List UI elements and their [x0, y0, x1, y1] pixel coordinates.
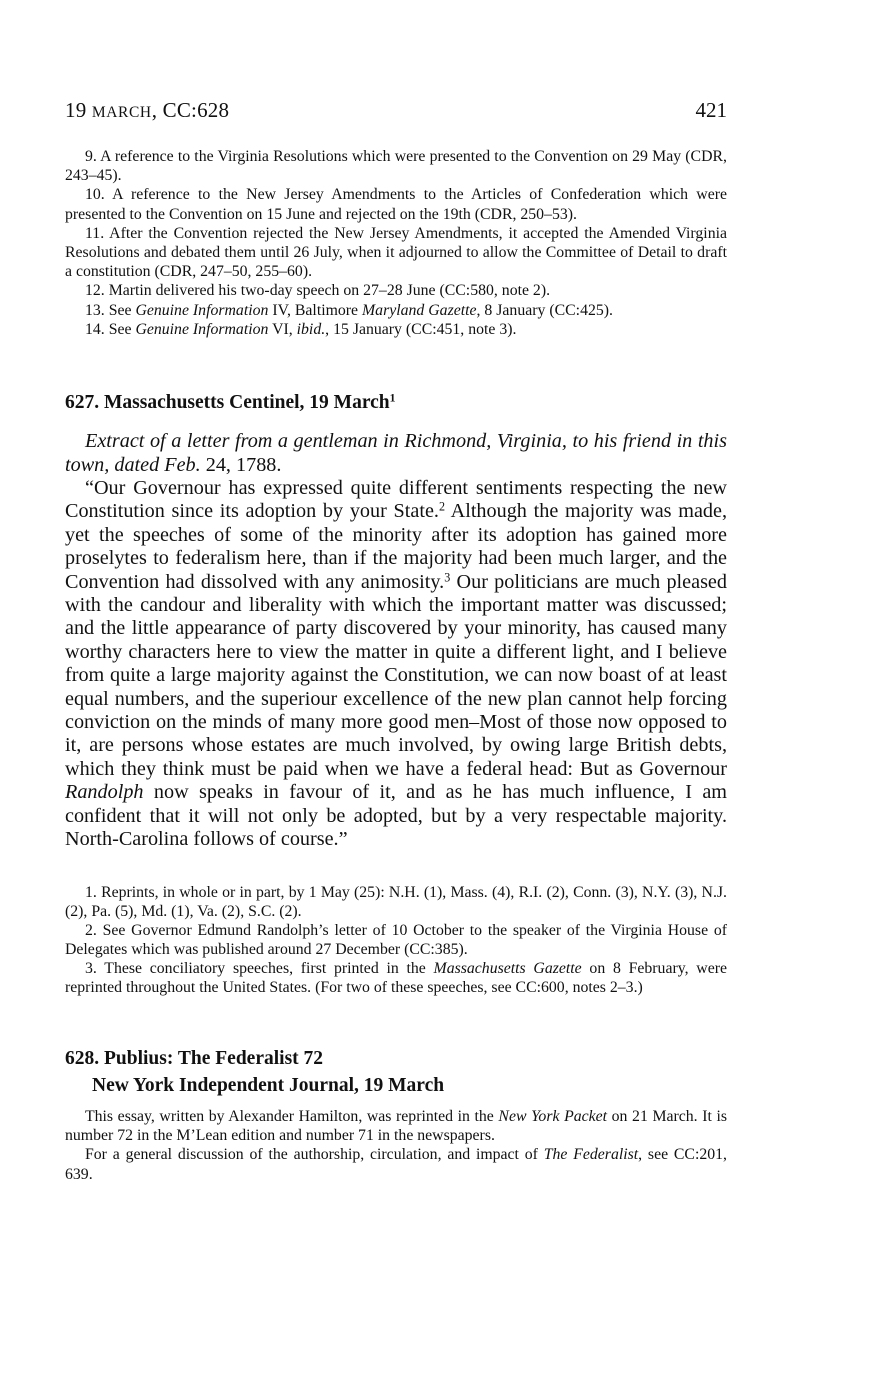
footnote: 10. A reference to the New Jersey Amendments to the Articles of Confederation which were presented to the Convention on 15 June and rejected on the 19th (CDR, 250–53). [65, 186, 727, 223]
running-head-date [65, 98, 229, 123]
footnote [65, 320, 727, 339]
body-name: Randolph [65, 781, 144, 804]
body-text: Our politicians are much pleased with the candour and liberality with which the important matter was discussed; and the little appearance of party discovered by your minority, has caused many worthy characters here to view the matter in quite a different light, and I believe from quite a large majority against the Constitution, we can now boast of at least equal numbers, and the superiour excellence of the new plan cannot help forcing conviction on the minds of many more good men–Most of those now opposed to it, are persons whose estates are much involved, by owing large British debts, which they think must be paid when we have a federal head: But as Governour [65, 570, 727, 780]
footnote-text: 13. See [85, 301, 136, 319]
headnote-title: The Federalist [543, 1146, 639, 1164]
footnote: 11. After the Convention rejected the New Jersey Amendments, it accepted the Amended Virginia Resolutions and debated them until 26 July, when it adjourned to allow the Committee of Detail to draft a constitution (CDR, 247–50, 255–60). [65, 224, 727, 281]
headnote-text: This essay, written by Alexander Hamilton, was reprinted in the [85, 1108, 499, 1125]
body-text: now speaks in favour of it, and as he has much influence, I am confident that it will not only be adopted, but by a very respectable majority. North-Carolina follows of course.” [65, 781, 727, 851]
footnotes-627 [65, 883, 727, 998]
footnote-text: 3. These conciliatory speeches, first printed in the [85, 960, 434, 978]
heading-text: 628. Publius: The Federalist 72 [65, 1048, 324, 1069]
footnote-ref: 1 [389, 391, 396, 405]
headnote-text: , see CC:201, 639. [65, 1146, 728, 1183]
document-heading-627 [65, 392, 727, 414]
headnote-628 [65, 1107, 727, 1184]
document-heading-628 [65, 1045, 727, 1099]
footnote-text: , 8 January (CC:425). [476, 301, 613, 319]
extract-date: 24, 1788. [200, 453, 282, 476]
footnote-ref: 3 [444, 569, 451, 584]
header-ref: , CC:628 [151, 98, 230, 122]
footnote-text: on 8 February, were reprinted throughout the United States. (For two of these speeches, see CC:600, notes 2–3.) [65, 960, 727, 997]
heading-subtitle: New York Independent Journal, 19 March [92, 1075, 445, 1096]
footnote-title: Maryland Gazette [362, 301, 477, 319]
headnote-paragraph [65, 1107, 727, 1145]
footnotes-626 [65, 147, 727, 339]
footnote: 9. A reference to the Virginia Resolutions which were presented to the Convention on 29 May (CDR, 243–45). [65, 148, 727, 185]
footnote-text: VI, [268, 320, 297, 338]
running-head [65, 98, 727, 124]
footnote: 2. See Governor Edmund Randolph’s letter of 10 October to the speaker of the Virginia House of Delegates which was published around 27 December (CC:385). [65, 922, 727, 959]
footnote [65, 959, 727, 997]
letter-body [65, 477, 727, 852]
footnote [65, 301, 727, 320]
headnote-text: For a general discussion of the authorship, circulation, and impact of [85, 1146, 544, 1164]
footnote-title: Massachusetts Gazette [433, 960, 582, 978]
footnote-text: 14. See [85, 320, 136, 338]
extract-headline [65, 430, 727, 477]
footnote: 12. Martin delivered his two-day speech on 27–28 June (CC:580, note 2). [85, 282, 551, 300]
headnote-paragraph [65, 1145, 727, 1183]
footnote: 1. Reprints, in whole or in part, by 1 May (25): N.H. (1), Mass. (4), R.I. (2), Conn. (3), N.Y. (3), N.J. (2), Pa. (5), Md. (1), Va. (2), S.C. (2). [65, 884, 727, 921]
footnote-ref: 2 [438, 499, 446, 514]
headnote-text: on 21 March. It is number 72 in the M’Lean edition and number 71 in the newspapers. [65, 1108, 727, 1145]
headnote-title: New York Packet [498, 1108, 608, 1125]
body-text: Although the majority was made, yet the speeches of some of the minority after its adoption has gained more proselytes to federalism here, than if the majority had been much larger, and the Convention had dissolved with any animosity. [65, 500, 728, 593]
extract-text: Extract of a letter from a gentleman in Richmond, Virginia, to his friend in this town, dated Feb. [65, 430, 727, 476]
body-text: “Our Governour has expressed quite different sentiments respecting the new Constitution since its adoption by your State. [65, 477, 727, 523]
footnote-text: , 15 January (CC:451, note 3). [325, 320, 517, 338]
heading-text: 627. Massachusetts Centinel, 19 March [65, 392, 390, 413]
header-day: 19 [65, 98, 92, 122]
footnote-text: IV, Baltimore [268, 301, 363, 319]
footnote-title: Genuine Information [135, 301, 269, 319]
footnote-title: Genuine Information [135, 320, 269, 338]
page-number: 421 [695, 98, 727, 122]
header-month: MARCH [91, 104, 152, 121]
footnote-title: ibid. [296, 320, 326, 338]
